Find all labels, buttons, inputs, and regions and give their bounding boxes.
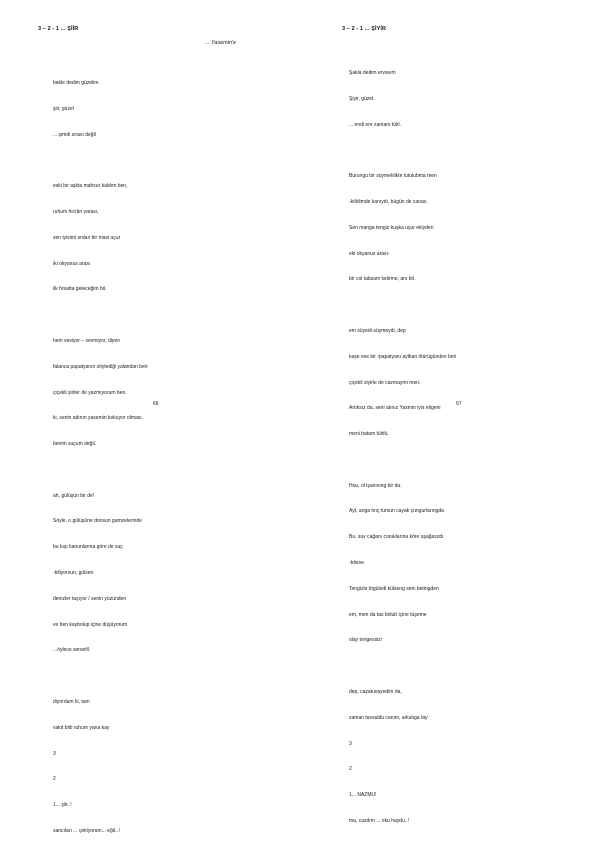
poem-line: ... endi ere zamanı tükl. bbox=[349, 121, 401, 128]
poem-line: eski bir aşkta mahsur kaldım ben, bbox=[53, 183, 128, 190]
poem-line: hem seviyor – sevmiyor, diyen bbox=[53, 338, 120, 344]
poem-line: 3 bbox=[349, 740, 352, 747]
poem-line: Sen manga tengiz kuşka uçur ekiyden bbox=[349, 224, 434, 231]
poem-line: Tengizle tögüledi külseng seni betingden bbox=[349, 585, 439, 592]
poem-line: olay tengessiz! bbox=[349, 637, 383, 644]
poem-line: ...öylece sersefil. bbox=[53, 647, 91, 654]
poem-line: çiçekli şiirler de yazmıyorum ben. bbox=[53, 389, 127, 396]
poem-line: ... şimdi sırası değil bbox=[53, 131, 96, 138]
poem-line: diyordum ki, tam bbox=[53, 698, 90, 705]
poem-line: Burungu bir süymeklikte tutulubma men bbox=[349, 173, 437, 180]
left-page bbox=[0, 0, 300, 834]
poem-line: 2 bbox=[349, 766, 352, 773]
poem-line: ki, senin adının yasemin kokuyor olması, bbox=[53, 415, 144, 422]
poem-line: sen iyisimi ordan bir mavi uçur bbox=[53, 234, 121, 241]
page-number-left: 66 bbox=[153, 401, 159, 407]
poem-line: ilk fırsatta geleceğim bil. bbox=[53, 286, 107, 293]
poem-line: 2 bbox=[53, 776, 56, 783]
poem-line: bir col tabsam kelirme, anı bil. bbox=[349, 276, 416, 283]
poem-line: vakit bitti ruhum yana kay bbox=[53, 724, 110, 731]
poem-line: zaman tavsuldu canım, arkalıga tay bbox=[349, 714, 428, 721]
poem-line: dep, cazatuvayedim da, bbox=[349, 688, 402, 695]
left-page-heading: 3 – 2 - 1 ... ŞİİR bbox=[38, 26, 79, 32]
poem-line: meni hatam tüldü. bbox=[349, 431, 389, 438]
right-page bbox=[300, 0, 600, 824]
poem-line: em, men da tas bolub içine tüşeme bbox=[349, 611, 427, 618]
poem-line: Bu, suv cağanı coruklarına köre uşağaszdı bbox=[349, 534, 444, 541]
poem-line: şiir, güzel bbox=[53, 105, 74, 112]
poem-line: ve ben kaybolup içine düşüyorum bbox=[53, 621, 128, 628]
poem-line: Hou, ol işanıvıng bir da. bbox=[349, 482, 402, 489]
poem-line: -bilese. bbox=[349, 560, 366, 567]
poem-line: Ayt, anga tınç tursun cayak çungurlarıngda bbox=[349, 508, 444, 515]
dedication-subtitle: ... Yasemin'e bbox=[205, 40, 237, 46]
poem-line: ah, gülüşün bir de! bbox=[53, 492, 95, 499]
poem-line: Artıksız da, seni atınız Yasmin iyis etigeni bbox=[349, 405, 441, 412]
poem-line: 1... şiir..! bbox=[53, 802, 72, 809]
poem-line: sancıları ... çekiyorum... eğil...! bbox=[53, 827, 121, 834]
poem-line: Şakla dedim ervavım bbox=[349, 70, 396, 77]
poem-line: 1... NAZMU! bbox=[349, 792, 377, 799]
poem-line: bekle dedim güzelim bbox=[53, 80, 99, 87]
poem-line: kaşe ese bir ¹papatyanı aytkan ötürügünden beri bbox=[349, 353, 457, 360]
poem-line: denizler taşıyor / senin yüzünden bbox=[53, 595, 127, 602]
poem-line: falanca papatyanın söylediği yalandan beri bbox=[53, 363, 148, 370]
poem-line: ruhum hicrân yarası, bbox=[53, 209, 99, 216]
poem-line: em süyedi-süymeydi, dep bbox=[349, 328, 406, 334]
poem-line: -biliyorsun, gülsen bbox=[53, 570, 94, 577]
left-poem bbox=[53, 62, 148, 853]
poem-line: Şiyir, güzel. bbox=[349, 95, 375, 102]
poem-line: -köklimde kanıydı, bügün de carası. bbox=[349, 199, 428, 206]
poem-line: 3 bbox=[53, 750, 56, 757]
poem-line: iki okyanus arası bbox=[53, 260, 91, 267]
poem-line: eki okyanus arası- bbox=[349, 250, 390, 257]
poem-line: çiçekli siyirle de cazmaymı men. bbox=[349, 379, 421, 386]
poem-line: benim suçum değil. bbox=[53, 441, 97, 448]
poem-line: Söyle, o gülüşüne donsun gamzelerinde bbox=[53, 518, 142, 525]
page-number-right: 67 bbox=[456, 401, 462, 407]
poem-line: bu kışı kanunlarına göre de suç bbox=[53, 544, 123, 551]
poem-line: ma, cazdım ... oku haydu..! bbox=[349, 817, 410, 824]
right-page-heading: 3 – 2 - 1 ... ŞİYİR bbox=[342, 26, 387, 32]
